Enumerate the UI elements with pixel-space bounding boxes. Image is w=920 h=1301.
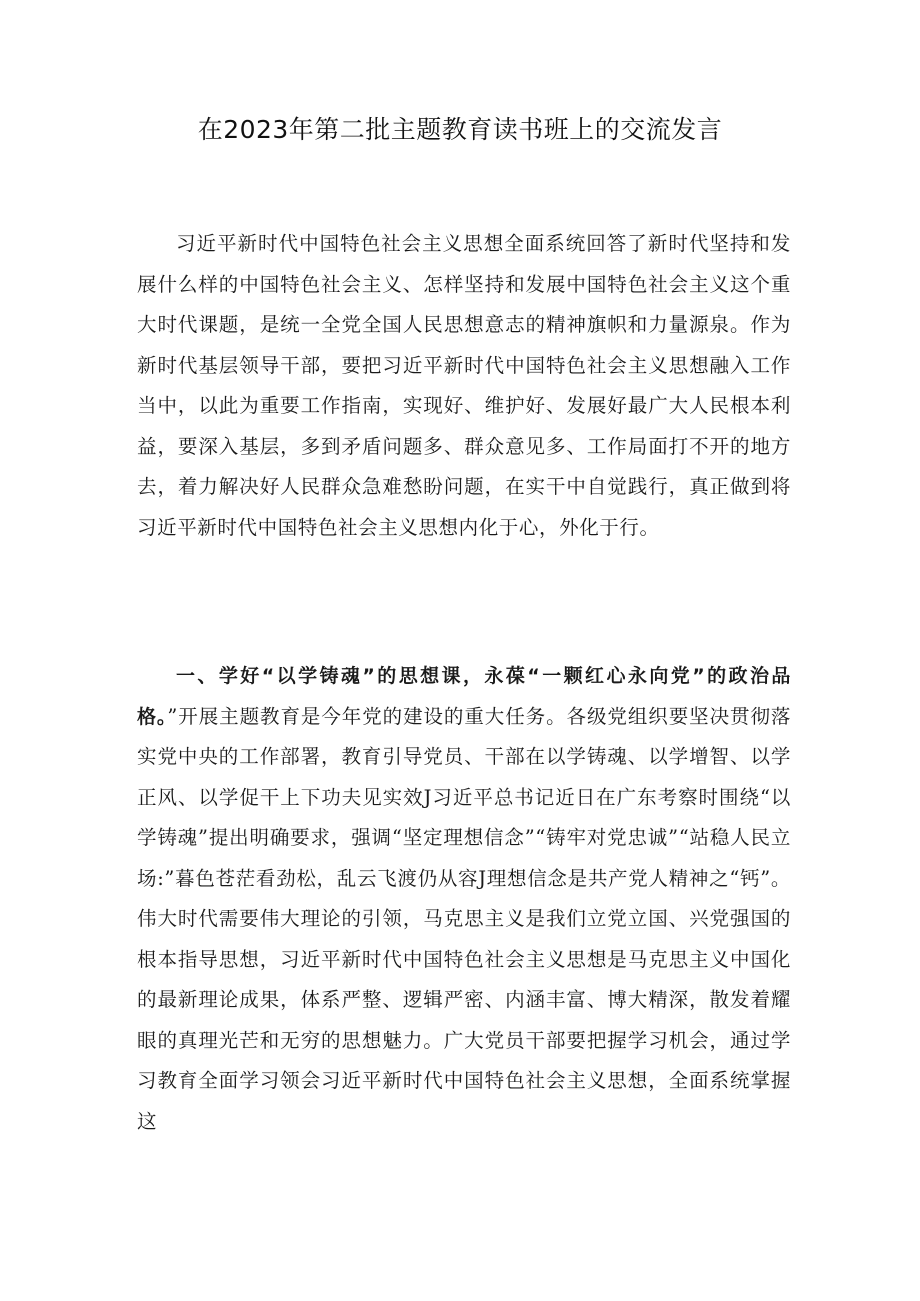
paragraph-intro: [137, 224, 791, 548]
section-one-text: ”开展主题教育是今年党的建设的重大任务。各级党组织要坚决贯彻落实党中央的工作部署，教育引导党员、干部在以学铸魂、以学增智、以学正风、以学促干上下功夫见实效J习近平总书记近日在广东考察时围绕“以学铸魂”提出明确要求，强调“坚定理想信念”“铸牢对党忠诚”“站稳人民立场:”暮色苍茫看劲松，乱云飞渡仍从容J理想信念是共产党人精神之“钙”。伟大时代需要伟大理论的引领，马克思主义是我们立党立国、兴党强国的根本指导思想，习近平新时代中国特色社会主义思想是马克思主义中国化的最新理论成果，体系严整、逻辑严密、内涵丰富、博大精深，散发着耀眼的真理光芒和无穷的思想魅力。广大党员干部要把握学习机会，通过学习教育全面学习领会习近平新时代中国特色社会主义思想，全面系统掌握这: [137, 704, 791, 1133]
document-title: 在2023年第二批主题教育读书班上的交流发言: [197, 115, 723, 144]
paragraph-section-one: [137, 656, 791, 1142]
paragraph-intro-text: 习近平新时代中国特色社会主义思想全面系统回答了新时代坚持和发展什么样的中国特色社会主义、怎样坚持和发展中国特色社会主义这个重大时代课题，是统一全党全国人民思想意志的精神旗帜和力量源泉。作为新时代基层领导干部，要把习近平新时代中国特色社会主义思想融入工作当中，以此为重要工作指南，实现好、维护好、发展好最广大人民根本利益，要深入基层，多到矛盾问题多、群众意见多、工作局面打不开的地方去，着力解决好人民群众急难愁盼问题，在实干中自觉践行，真正做到将习近平新时代中国特色社会主义思想内化于心，外化于行。: [137, 232, 791, 539]
section-one-heading: 一、学好“以学铸魂”的思想课，永葆“一颗红心永向党”的政治品格。: [137, 665, 791, 728]
